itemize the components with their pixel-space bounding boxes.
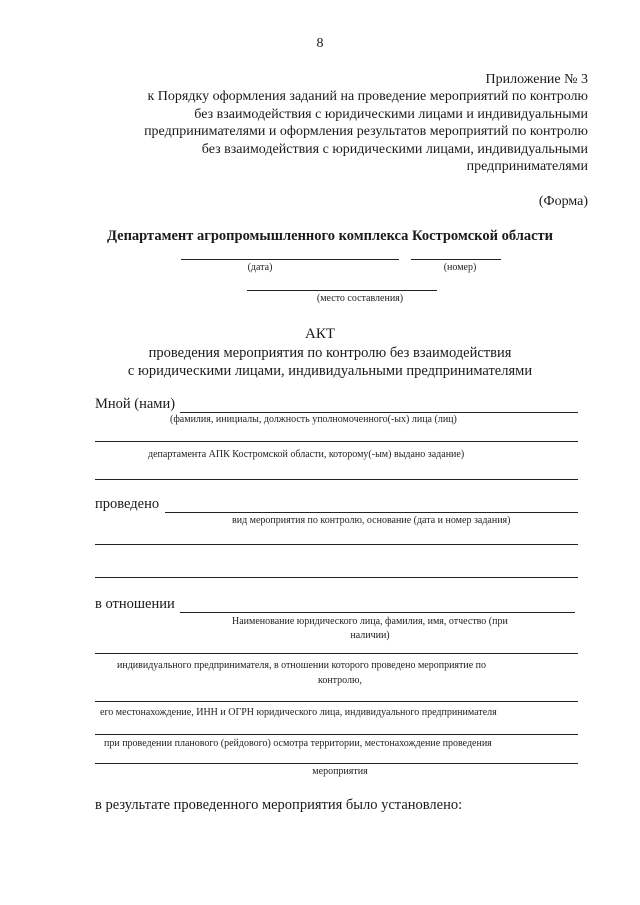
form-label: (Форма)	[538, 194, 588, 209]
by-me-label: Мной (нами)	[95, 396, 176, 412]
ip-hint-1: индивидуального предпринимателя, в отношении которого проведено мероприятие по	[117, 660, 487, 671]
act-title: АКТ	[305, 326, 335, 342]
number-hint: (номер)	[443, 262, 477, 273]
date-hint: (дата)	[247, 262, 273, 273]
place-line	[247, 290, 437, 291]
conclusion-text: в результате проведенного мероприятия было установлено:	[95, 797, 463, 813]
regarding-label: в отношении	[95, 596, 175, 612]
name-hint-2: наличии)	[350, 630, 390, 641]
ip-hint-2: контролю,	[317, 675, 363, 686]
appendix-line-4: без взаимодействия с юридическими лицами, индивидуальными	[201, 142, 588, 157]
date-line	[181, 259, 399, 260]
appendix-line-1: к Порядку оформления заданий на проведение мероприятий по контролю	[147, 89, 588, 104]
event-hint: мероприятия	[312, 766, 368, 777]
conducted-label: проведено	[95, 496, 160, 512]
act-subtitle-2: с юридическими лицами, индивидуальными предпринимателями	[127, 363, 533, 379]
conducted-line-3	[95, 577, 578, 578]
name-hint-1: Наименование юридического лица, фамилия, имя, отчество (при	[232, 616, 508, 627]
by-me-line-2	[95, 441, 578, 442]
appendix-title: Приложение № 3	[485, 72, 588, 87]
regarding-line-3	[95, 701, 578, 702]
by-me-line-3	[95, 479, 578, 480]
conducted-line-2	[95, 544, 578, 545]
regarding-line-5	[95, 763, 578, 764]
act-subtitle-1: проведения мероприятия по контролю без взаимодействия	[148, 345, 512, 361]
inspection-hint: при проведении планового (рейдового) осмотра территории, местонахождение проведения	[104, 738, 492, 749]
regarding-line-2	[95, 653, 578, 654]
appendix-line-5: предпринимателями	[466, 159, 588, 174]
location-hint: его местонахождение, ИНН и ОГРН юридического лица, индивидуального предпринимателя	[100, 707, 497, 718]
department-title: Департамент агропромышленного комплекса Костромской области	[106, 228, 554, 244]
fio-hint: (фамилия, инициалы, должность уполномоченного(-ых) лица (лиц)	[170, 414, 457, 425]
conducted-line	[165, 512, 578, 513]
appendix-line-2: без взаимодействия с юридическими лицами и индивидуальными	[194, 107, 588, 122]
place-hint: (место составления)	[316, 293, 404, 304]
dept-hint: департамента АПК Костромской области, которому(-ым) выдано задание)	[148, 449, 465, 460]
kind-hint: вид мероприятия по контролю, основание (дата и номер задания)	[232, 515, 511, 526]
appendix-line-3: предпринимателями и оформления результатов мероприятий по контролю	[144, 124, 588, 139]
number-line	[411, 259, 501, 260]
regarding-line	[180, 612, 575, 613]
page-number: 8	[316, 36, 324, 51]
by-me-line	[180, 412, 578, 413]
regarding-line-4	[95, 734, 578, 735]
